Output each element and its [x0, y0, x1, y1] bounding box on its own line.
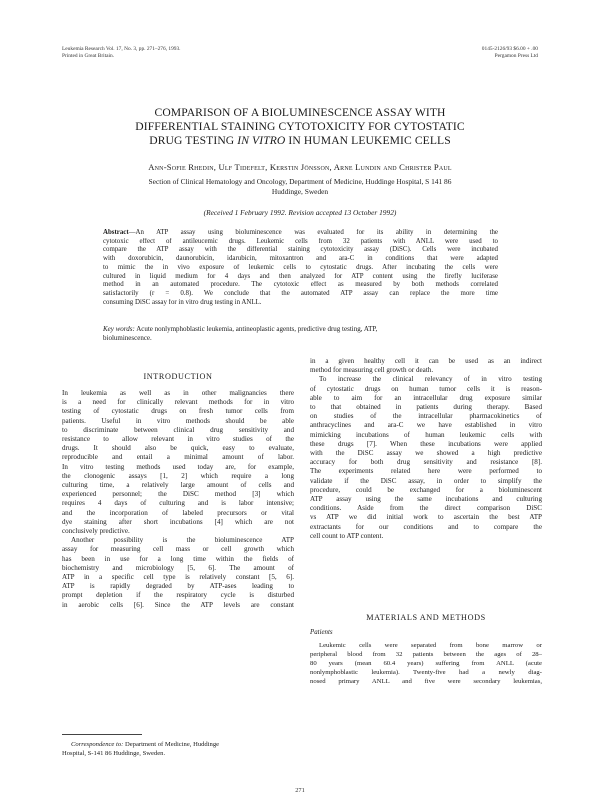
- abstract-line: cytotoxic effect of antileucemic drugs. Leukemic cells from 32 patients with ANLL were used to: [103, 237, 498, 245]
- body-line: testing of cytostatic drugs on fresh tumor cells from: [62, 407, 294, 416]
- issn-price: 0145-2126/93 $6.00 + .00: [481, 46, 538, 52]
- abstract-line: to mimic the in vivo exposure of leukemic cells to cytostatic drugs. After incubating the cells were: [103, 263, 498, 271]
- abstract-line: method in an automated procedure. The cytotoxic effect as measured by both methods correlated: [103, 281, 498, 289]
- abstract-line: satisfactorily (r = 0.8). We conclude that the automated ATP assay can replace the more time: [103, 289, 498, 297]
- affiliation: [60, 177, 540, 196]
- body-line: on studies of the intracellular pharmacokinetics of: [310, 412, 542, 421]
- footnote-line: Correspondence to: Department of Medicine, Huddinge: [71, 741, 220, 748]
- page-number: 271: [295, 787, 305, 794]
- body-line: to that obtained in patients during therapy. Based: [310, 403, 542, 412]
- body-line: with the DiSC assay we showed a high predictive: [310, 449, 542, 458]
- abstract-line: with doxorubicin, daunorubicin, idarubicin, mitoxantron and ara-C in conditions that were adapted: [103, 255, 498, 263]
- body-line: 80 years (mean 60.4 years) suffering from ANLL (acute: [310, 660, 542, 668]
- body-line: nosed primary ANLL and five were secondary leukemias,: [310, 678, 542, 686]
- abstract-line: consuming DiSC assay for in vitro drug testing in ANLL.: [103, 298, 262, 306]
- author-list: Ann-Sofie Rhedin, Ulf Tidefelt, Kerstin Jönsson, Arne Lundin and Christer Paul: [148, 162, 452, 172]
- abstract-line: compare the ATP assay with the differential staining cytotoxicity assay (DiSC). Cells were incubated: [103, 246, 498, 254]
- journal-header: [62, 46, 181, 60]
- body-line: In leukemia as well as in other malignancies there: [62, 389, 294, 397]
- affiliation-line: Huddinge, Sweden: [271, 186, 329, 196]
- title-italic: IN VITRO: [237, 134, 286, 148]
- body-line: ATP assay using the same incubations and culturing: [310, 495, 542, 504]
- body-line: these drugs [7]. When these incubations were applied: [310, 439, 542, 448]
- body-line: To increase the clinical relevancy of in vitro testing: [319, 375, 542, 384]
- body-line: validate if the DiSC assay, in order to simplify the: [310, 476, 542, 485]
- abstract-line: Abstract—An ATP assay using bioluminescence was evaluated for its ability in determining the: [103, 229, 498, 236]
- body-line: able to aim for an intracellular drug exposure similar: [310, 393, 542, 402]
- body-line: and the incorporation of labeled precursors or vital: [62, 508, 294, 517]
- body-line: cell count to ATP content.: [310, 531, 384, 540]
- body-line: prompt depletion if the respiratory cycle is disturbed: [62, 591, 294, 600]
- body-line: drugs. It should also be quick, easy to evaluate,: [62, 444, 294, 453]
- affiliation-line: Section of Clinical Hematology and Oncology, Department of Medicine, Huddinge Hospital, S 141 86: [148, 177, 452, 186]
- body-line: the clonogenic assays [1, 2] which require a long: [62, 471, 294, 480]
- body-line: ATP in a specific cell type is relatively constant [5, 6].: [62, 573, 294, 582]
- abstract-label: Abstract: [103, 229, 129, 236]
- body-line: in aerobic cells [6]. Since the ATP levels are constant: [62, 600, 294, 609]
- body-line: mimicking incubations of human leukemic cells with: [310, 430, 542, 439]
- publisher-name: Pergamon Press Ltd: [494, 53, 538, 59]
- body-line: procedure, could be exchanged for a bioluminescent: [310, 485, 542, 494]
- article-title: [60, 106, 540, 149]
- body-line: accuracy for both drug sensitivity and resistance [8].: [310, 458, 542, 467]
- body-line: anthracyclines and ara-C we have established in vitro: [310, 421, 542, 430]
- footnote-rule: [62, 734, 142, 735]
- body-line: In vitro testing methods used today are, for example,: [62, 462, 294, 471]
- body-line: ATP is rapidly degraded by ATP-ases leading to: [62, 582, 294, 591]
- patients-subheading: Patients: [310, 629, 333, 636]
- correspondence-footnote: [62, 741, 294, 758]
- keywords: [103, 325, 498, 343]
- body-line: in a given healthy cell it can be used as an indirect: [310, 357, 542, 365]
- body-line: biochemistry and microbiology [5, 6]. The amount of: [62, 563, 294, 572]
- body-line: Leukemic cells were separated from bone marrow or: [319, 642, 542, 649]
- keywords-line: Key words: Acute nonlymphoblastic leukemia, antineoplastic agents, predictive drug testing, ATP,: [103, 325, 378, 333]
- body-line: to discriminate between clinical drug sensitivity and: [62, 425, 294, 434]
- methods-heading: MATERIALS AND METHODS: [366, 613, 486, 622]
- title-line: [60, 134, 540, 148]
- body-line: reproducible and entail a minimal amount of labor.: [62, 453, 294, 462]
- keywords-label: Key words:: [103, 325, 135, 333]
- abstract: [103, 229, 498, 307]
- title-text: IN HUMAN LEUKEMIC CELLS: [285, 134, 451, 148]
- publisher-header: [482, 46, 538, 60]
- body-line: peripheral blood from 32 patients between the ages of 28–: [310, 651, 542, 659]
- body-line: is a need for clinically relevant methods for in vitro: [62, 398, 294, 407]
- keywords-line: bioluminescence.: [103, 334, 152, 342]
- body-line: has been in use for a long time within the fields of: [62, 554, 294, 563]
- title-line: DIFFERENTIAL STAINING CYTOTOXICITY FOR CYTOSTATIC: [135, 120, 465, 134]
- footnote-line: Hospital, S-141 86 Huddinge, Sweden.: [62, 749, 166, 757]
- journal-print-note: Printed in Great Britain.: [62, 53, 115, 59]
- footnote-label: Correspondence to:: [71, 741, 124, 748]
- body-line: The experiments related here were performed to: [310, 467, 542, 476]
- introduction-heading: INTRODUCTION: [143, 372, 213, 381]
- left-column-text: [62, 389, 294, 610]
- journal-citation: Leukemia Research Vol. 17, No. 3, pp. 271–276, 1993.: [62, 46, 181, 52]
- title-line: COMPARISON OF A BIOLUMINESCENCE ASSAY WITH: [154, 106, 446, 119]
- body-line: extractants for our conditions and to compare the: [310, 522, 542, 531]
- body-line: Another possibility is the bioluminescence ATP: [71, 536, 294, 545]
- body-line: method for measuring cell growth or death.: [310, 366, 434, 375]
- body-line: resistance to allow relevant in vitro studies of the: [62, 435, 294, 444]
- body-line: vs ATP we did initial work to ascertain the best ATP: [310, 513, 542, 522]
- body-line: of cytostatic drugs on human tumor cells it is reason-: [310, 384, 542, 393]
- body-line: requires 4 days of culturing and is labor intensive;: [62, 499, 294, 508]
- body-line: conclusively predictive.: [62, 527, 130, 536]
- patients-text: [310, 641, 542, 686]
- body-line: patients. Useful in vitro methods should be able: [62, 416, 294, 425]
- body-line: culturing time, a relatively large amount of cells and: [62, 481, 294, 490]
- received-dates: (Received 1 February 1992. Revision accepted 13 October 1992): [203, 208, 397, 217]
- body-line: conditions. Aside from the direct comparison DiSC: [310, 504, 542, 513]
- body-line: dye staining after short incubations [4] which are not: [62, 517, 294, 526]
- body-line: assay for measuring cell mass or cell growth which: [62, 545, 294, 554]
- body-line: experienced personnel; the DiSC method [3] which: [62, 490, 294, 499]
- abstract-line: cultured in liquid medium for 4 days and then analyzed for ATP content using the firefly luciferase: [103, 272, 498, 280]
- body-line: nonlymphoblastic leukemia). Twenty-five had a newly diag-: [310, 669, 542, 677]
- title-text: DRUG TESTING: [149, 134, 238, 148]
- right-column-text: [310, 357, 542, 541]
